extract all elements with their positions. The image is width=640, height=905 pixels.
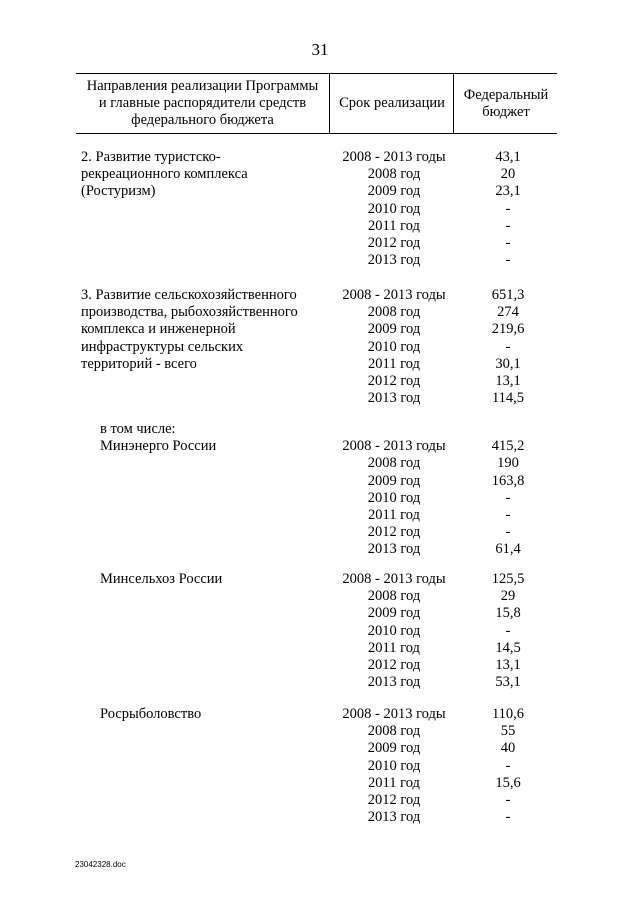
period-cell: 2010 год	[367, 622, 421, 639]
budget-value-cell: 219,6	[491, 321, 525, 338]
period-cell: 2010 год	[367, 338, 421, 355]
table-row	[0, 640, 640, 657]
period-cell: 2012 год	[367, 657, 421, 673]
table-row	[0, 455, 640, 472]
period-cell: 2012 год	[367, 524, 421, 541]
period-cell: 2013 год	[367, 390, 421, 407]
period-cell: 2011 год	[368, 774, 420, 791]
table-row	[0, 792, 640, 809]
table-row	[0, 524, 640, 541]
budget-value-cell: 55	[500, 723, 516, 740]
budget-value-cell: 43,1	[495, 149, 521, 165]
budget-value-cell: 125,5	[491, 571, 525, 587]
period-cell: 2012 год	[367, 235, 421, 251]
table-row	[0, 571, 640, 588]
table-row	[0, 706, 640, 723]
section-title: 3. Развитие сельскохозяйственного производства, рыбохозяйственного комплекса и инженерной инфраструктуры сельских территорий - всего	[81, 287, 298, 372]
period-cell: 2008 - 2013 годы	[342, 571, 446, 587]
section-title: Росрыболовство	[100, 706, 202, 722]
table-row	[0, 252, 640, 269]
table-row	[0, 588, 640, 605]
document-filename: 23042328.doc	[75, 860, 126, 869]
period-cell: 2010 год	[367, 489, 421, 506]
table-row	[0, 149, 640, 166]
period-cell: 2008 год	[367, 166, 421, 183]
budget-value-cell: -	[505, 338, 511, 355]
period-cell: 2010 год	[367, 757, 421, 774]
budget-value-cell: -	[505, 200, 511, 217]
table-row	[0, 723, 640, 740]
period-cell: 2013 год	[367, 252, 421, 269]
table-row	[0, 605, 640, 622]
budget-value-cell: 14,5	[495, 639, 521, 656]
table-header	[76, 73, 557, 134]
table-row	[0, 235, 640, 252]
budget-value-cell: 15,6	[495, 774, 521, 791]
period-cell: 2012 год	[367, 792, 421, 808]
budget-value-cell: 53,1	[495, 674, 521, 691]
table-row	[0, 438, 640, 455]
budget-value-cell: 110,6	[491, 706, 525, 722]
period-cell: 2008 год	[367, 455, 421, 472]
table-row	[0, 740, 640, 757]
period-cell: 2008 - 2013 годы	[342, 287, 446, 303]
budget-value-cell: 651,3	[491, 287, 525, 303]
budget-value-cell: -	[505, 235, 511, 251]
budget-value-cell: 23,1	[495, 183, 521, 200]
period-cell: 2011 год	[368, 355, 420, 372]
budget-value-cell: 274	[497, 304, 519, 321]
table-row	[0, 809, 640, 826]
table-row	[0, 473, 640, 490]
period-cell: 2009 год	[367, 183, 421, 200]
table-row	[0, 321, 640, 338]
period-cell: 2008 - 2013 годы	[342, 706, 446, 722]
period-cell: 2010 год	[367, 200, 421, 217]
table-row	[0, 356, 640, 373]
header-period: Срок реализации	[329, 74, 454, 133]
period-cell: 2008 год	[367, 304, 421, 321]
page-number: 31	[311, 40, 329, 59]
table-row	[0, 623, 640, 640]
table-row	[0, 287, 640, 304]
period-cell: 2011 год	[368, 217, 420, 234]
budget-value-cell: -	[505, 507, 511, 523]
table-row	[0, 218, 640, 235]
table-row	[0, 541, 640, 558]
budget-value-cell: 20	[500, 166, 516, 183]
period-cell: 2013 год	[367, 809, 421, 826]
period-cell: 2011 год	[368, 639, 420, 656]
header-federal-budget: Федеральный бюджет	[453, 74, 558, 133]
budget-value-cell: -	[505, 217, 511, 234]
budget-value-cell: -	[505, 809, 511, 826]
table-row	[0, 201, 640, 218]
section-title: в том числе: Минэнерго России	[100, 421, 217, 455]
budget-value-cell: 61,4	[495, 541, 521, 558]
table-row	[0, 507, 640, 524]
table-row	[0, 390, 640, 407]
budget-value-cell: -	[505, 622, 511, 639]
budget-value-cell: -	[505, 524, 511, 541]
budget-value-cell: -	[505, 489, 511, 506]
period-cell: 2013 год	[367, 674, 421, 691]
table-row	[0, 775, 640, 792]
header-directions: Направления реализации Программы и главные распорядители средств федерального бюджета	[86, 78, 319, 128]
budget-value-cell: 114,5	[491, 390, 525, 407]
budget-value-cell: -	[505, 252, 511, 269]
table-row	[0, 166, 640, 183]
table-row	[0, 304, 640, 321]
period-cell: 2008 - 2013 годы	[342, 438, 446, 455]
period-cell: 2009 год	[367, 740, 421, 757]
table-row	[0, 758, 640, 775]
budget-value-cell: 163,8	[491, 472, 525, 489]
budget-value-cell: 30,1	[495, 355, 521, 372]
table-row	[0, 657, 640, 674]
budget-value-cell: -	[505, 792, 511, 808]
period-cell: 2009 год	[367, 472, 421, 489]
period-cell: 2008 год	[367, 723, 421, 740]
period-cell: 2009 год	[367, 321, 421, 338]
period-cell: 2013 год	[367, 541, 421, 558]
section-title: 2. Развитие туристско- рекреационного комплекса (Ростуризм)	[81, 149, 248, 200]
budget-value-cell: 13,1	[495, 657, 521, 673]
budget-value-cell: 13,1	[495, 373, 521, 389]
period-cell: 2008 год	[367, 588, 421, 605]
table-row	[0, 183, 640, 200]
table-row	[0, 339, 640, 356]
section-title: Минсельхоз России	[100, 571, 223, 587]
table-row	[0, 373, 640, 390]
period-cell: 2009 год	[367, 605, 421, 622]
budget-value-cell: -	[505, 757, 511, 774]
budget-value-cell: 15,8	[495, 605, 521, 622]
budget-value-cell: 190	[497, 455, 519, 472]
budget-value-cell: 40	[500, 740, 516, 757]
table-row	[0, 674, 640, 691]
period-cell: 2011 год	[368, 507, 420, 523]
period-cell: 2012 год	[367, 373, 421, 389]
period-cell: 2008 - 2013 годы	[342, 149, 446, 165]
budget-value-cell: 29	[500, 588, 516, 605]
table-row	[0, 490, 640, 507]
budget-value-cell: 415,2	[491, 438, 525, 455]
